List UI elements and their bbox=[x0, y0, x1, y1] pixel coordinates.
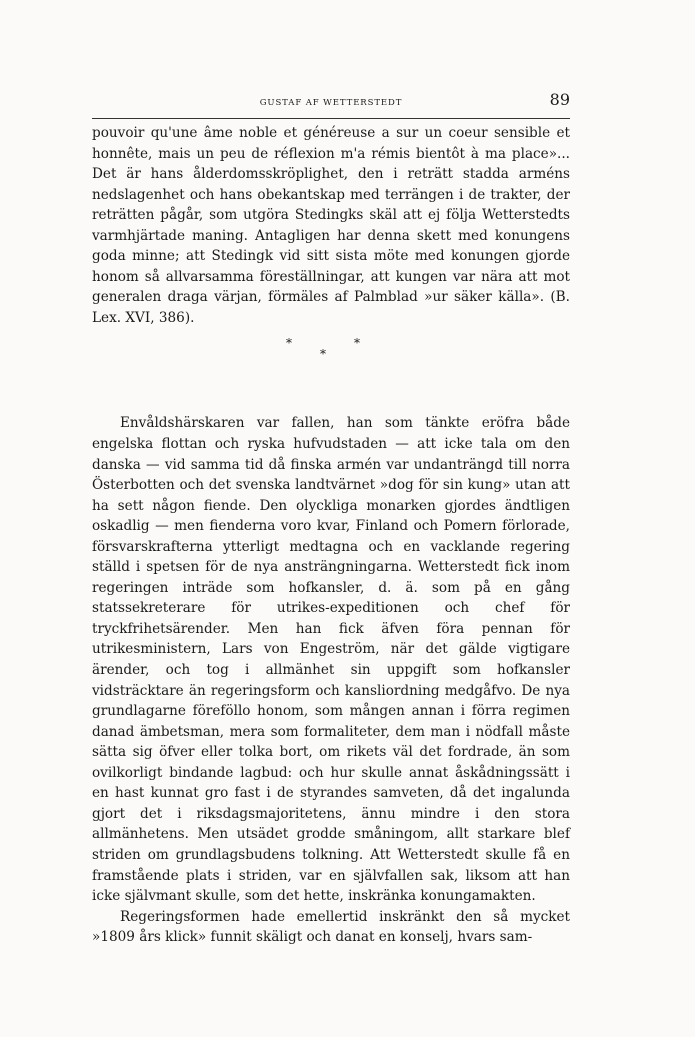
asterism-star-left: * bbox=[286, 336, 292, 351]
running-header bbox=[92, 90, 570, 119]
running-title: GUSTAF AF WETTERSTEDT bbox=[259, 98, 403, 108]
text-block-continued bbox=[92, 123, 570, 328]
text-block-new-section bbox=[92, 413, 570, 947]
paragraph-continued: pouvoir qu'une âme noble et généreuse a sur un coeur sensible et honnête, mais un peu de réflexion m'a rémis bientôt à ma place»... Det är hans ålderdomsskröplighet, den i reträtt stadda arméns nedslagenhet och hans obekantskap med terrängen i de trakter, der reträtten pågår, som utgöra Stedingks skäl att ej följa Wetterstedts varmhjärtade maning. Antagligen har denna skett med konungens goda minne; att Stedingk vid sitt sista möte med konungen gjorde honom så allvarsamma föreställningar, att kungen var nära att mot generalen draga värjan, förmäles af Palmblad »ur säker källa». (B. Lex. XVI, 386). bbox=[92, 125, 570, 326]
asterism-star-right: * bbox=[354, 336, 360, 351]
asterism-star-center: * bbox=[320, 347, 326, 362]
book-page bbox=[92, 90, 570, 948]
section-separator-asterism bbox=[92, 328, 570, 374]
paragraph-envaldshärskaren: Envåldshärskaren var fallen, han som tänkte eröfra både engelska flottan och ryska hufvudstaden — att icke tala om den danska — vid samma tid då finska armén var undanträngd till norra Österbotten och det svenska landtvärnet »dog för sin kung» utan att ha sett någon fiende. Den olyckliga monarken gjordes ändtligen oskadlig — men fienderna voro kvar, Finland och Pomern förlorade, försvarskrafterna ytterligt medtagna och en vacklande regering ställd i spetsen för de nya ansträngningarna. Wetterstedt fick inom regeringen inträde som hofkansler, d. ä. som på en gång statssekreterare för utrikes-expeditionen och chef för tryckfrihetsärender. Men han fick äfven föra pennan för utrikesministern, Lars von Engeström, när det gälde vigtigare ärender, och tog i allmänhet sin uppgift som hofkansler vidsträcktare än regeringsform och kansliordning medgåfvo. De nya grundlagarne föreföllo honom, som mången annan i förra regimen danad ämbetsman, mera som formaliteter, dem man i nödfall måste sätta sig öfver eller tolka bort, om rikets väl det fordrade, än som ovilkorligt bindande lagbud: och hur skulle annat åskådningssätt i en hast kunnat gro fast i de styrandes samveten, då det ingalunda gjort det i riksdagsmajoritetens, ännu mindre i den stora allmänhetens. Men utsädet grodde småningom, allt starkare blef striden om grundlagsbudens tolkning. Att Wetterstedt skulle få en framstående plats i striden, var en självfallen sak, liksom att han icke självmant skulle, som det hette, inskränka konungamakten. bbox=[92, 415, 570, 905]
paragraph-regeringsformen: Regeringsformen hade emellertid inskränkt den så mycket »1809 års klick» funnit skäligt och danat en konselj, hvars sam- bbox=[92, 908, 570, 946]
page-number: 89 bbox=[549, 90, 570, 109]
